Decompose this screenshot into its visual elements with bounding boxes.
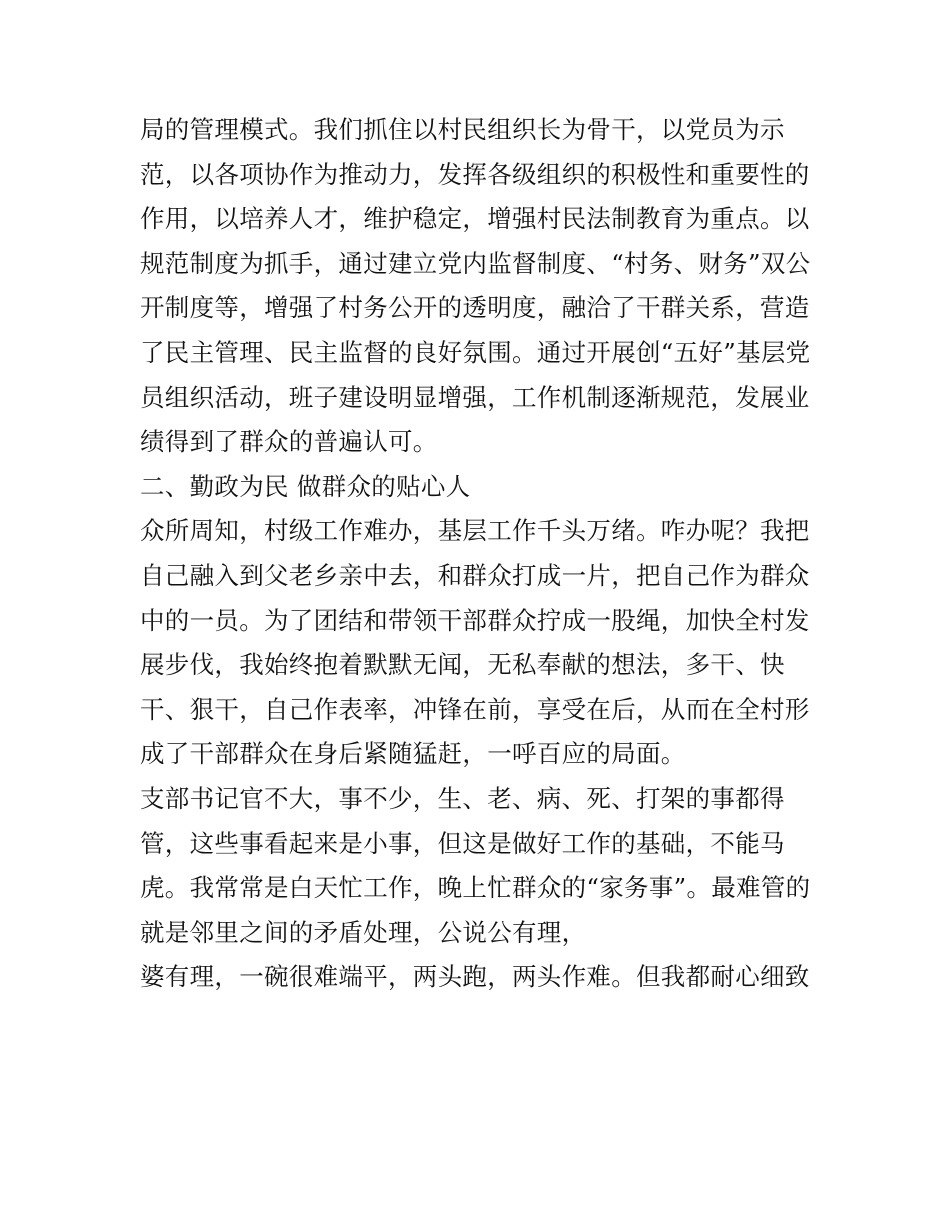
text-line: 婆有理，一碗很难端平，两头跑，两头作难。但我都耐心细致	[140, 962, 810, 992]
text-line: 支部书记官不大，事不少，生、老、病、死、打架的事都得	[140, 783, 785, 813]
document-body	[140, 108, 820, 1000]
text-line: 展步伐，我始终抱着默默无闻，无私奉献的想法，多干、快	[140, 650, 785, 680]
section-heading: 二、勤政为民 做群众的贴心人	[140, 471, 471, 501]
text-line: 作用，以培养人才，维护稳定，增强村民法制教育为重点。以	[140, 204, 810, 234]
text-line: 了民主管理、民主监督的良好氛围。通过开展创“五好”基层党	[140, 337, 811, 367]
text-line: 中的一员。为了团结和带领干部群众拧成一股绳，加快全村发	[140, 605, 810, 635]
text-line: 范，以各项协作为推动力，发挥各级组织的积极性和重要性的	[140, 159, 810, 189]
text-line: 虎。我常常是白天忙工作，晚上忙群众的“家务事”。最难管的	[140, 873, 811, 903]
text-line: 管，这些事看起来是小事，但这是做好工作的基础，不能马	[140, 828, 785, 858]
text-line: 自己融入到父老乡亲中去，和群众打成一片，把自己作为群众	[140, 560, 810, 590]
text-line: 成了干部群众在身后紧随猛赶，一呼百应的局面。	[140, 739, 686, 769]
text-line: 员组织活动，班子建设明显增强，工作机制逐渐规范，发展业	[140, 382, 810, 412]
text-line: 就是邻里之间的矛盾处理，公说公有理，	[140, 917, 587, 947]
text-line: 规范制度为抓手，通过建立党内监督制度、“村务、财务”双公	[140, 248, 811, 278]
text-line: 干、狠干，自己作表率，冲锋在前，享受在后，从而在全村形	[140, 694, 810, 724]
text-line: 绩得到了群众的普遍认可。	[140, 427, 438, 457]
text-line: 开制度等，增强了村务公开的透明度，融洽了干群关系，营造	[140, 293, 810, 323]
text-line: 局的管理模式。我们抓住以村民组织长为骨干，以党员为示	[140, 115, 785, 144]
text-line: 众所周知，村级工作难办，基层工作千头万绪。咋办呢？我把	[140, 516, 810, 546]
